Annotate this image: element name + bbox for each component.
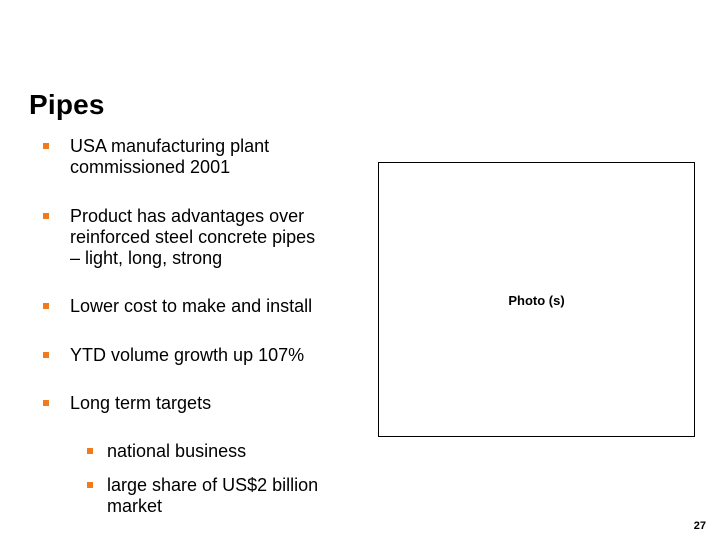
sub-bullet-line: market [107,496,163,516]
square-bullet-icon [43,213,49,219]
page-number: 27 [693,520,706,532]
sub-bullet-line: large share of US$2 billion [107,475,319,495]
bullet-line: reinforced steel concrete pipes [70,227,316,247]
bullet-text [70,345,304,366]
slide-title: Pipes [29,89,105,120]
sub-bullet-text [107,441,246,462]
bullet-line: USA manufacturing plant [70,136,270,156]
square-bullet-icon [87,482,93,488]
bullet-line: – light, long, strong [70,248,223,268]
square-bullet-icon [43,400,49,406]
bullet-text [70,206,315,269]
bullet-text [70,393,211,414]
bullet-line: Product has advantages over [70,206,305,226]
square-bullet-icon [43,303,49,309]
square-bullet-icon [43,352,49,358]
photo-placeholder [378,162,695,437]
bullet-text [70,296,312,317]
photo-placeholder-label: Photo (s) [508,293,565,308]
sub-bullet-text [107,475,318,517]
bullet-line: Lower cost to make and install [70,296,313,316]
sub-bullet-line: national business [107,441,247,461]
bullet-text [70,136,269,178]
bullet-line: YTD volume growth up 107% [70,345,305,365]
square-bullet-icon [87,448,93,454]
bullet-line: Long term targets [70,393,212,413]
bullet-line: commissioned 2001 [70,157,231,177]
square-bullet-icon [43,143,49,149]
